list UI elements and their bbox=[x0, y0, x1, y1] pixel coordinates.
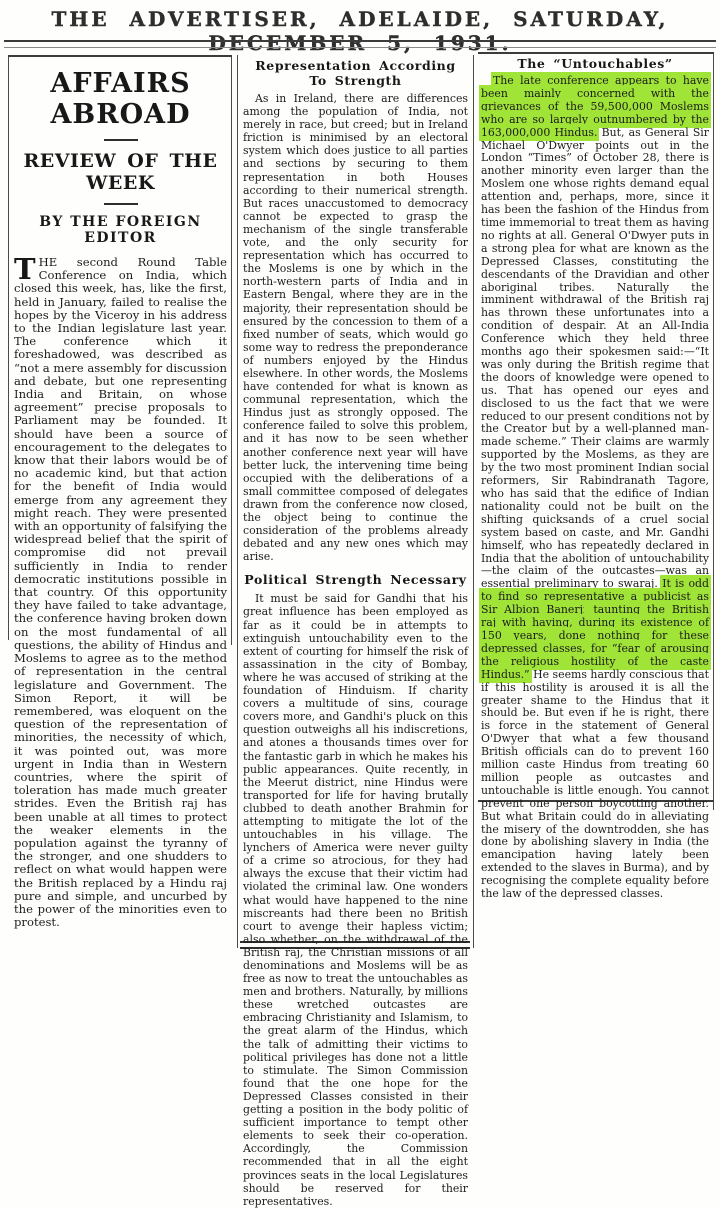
article-subheadline: REVIEW OF THE WEEK bbox=[23, 150, 218, 194]
headline-divider bbox=[104, 139, 138, 141]
column-divider-2-3 bbox=[473, 55, 474, 948]
highlighted-passage-2-end: taunting the British raj with having, during its existence of 150 years, done nothing for these depressed classes, for “fear of arousing the religious hostility of the caste Hindus.” bbox=[481, 603, 709, 681]
column3-right-rule bbox=[713, 53, 714, 810]
highlighted-underlined-name: Albion Banerji bbox=[504, 603, 587, 617]
column1-top-rule bbox=[8, 55, 232, 57]
drop-cap: T bbox=[14, 252, 36, 286]
column-divider-1-2 bbox=[237, 55, 238, 948]
column-1 bbox=[14, 60, 227, 929]
column2-paragraph-1: As in Ireland, there are differences among the population of India, not merely in race, but creed; but in Ireland friction is minimised by an electoral system which does justice to all parties and sections by securing to them representation in both Houses according to their numerical strength. But races unaccustomed to democracy cannot be expected to grasp the mechanism of the single transferable vote, and the only security for representation which has occurred to the Moslems is one by which in the north-western parts of India and in Eastern Bengal, where they are in the majority, their representation should be ensured by the concession to them of a fixed number of seats, which would go some way to redress the preponderance of numbers enjoyed by the Hindus elsewhere. In other words, the Moslems have contended for what is known as communal representation, which the Hindus just as strongly opposed. The conference failed to solve this problem, and it has now to be seen whether another conference next year will have better luck, the intervening time being occupied with the deliberations of a small committee composed of delegates drawn from the conference now closed, the object being to continue the consideration of the problems already debated and any new ones which may arise. bbox=[243, 92, 468, 564]
column-2 bbox=[243, 58, 468, 1208]
article-byline: BY THE FOREIGN EDITOR bbox=[39, 214, 202, 246]
column1-body-text: HE second Round Table Conference on India, which closed this week, has, like the first, held in January, failed to realise the hopes by the Viceroy in his address to the Indian legislature last year. The conference which it foreshadowed, was described as “not a mere assembly for discussion and debate, but one representing India and Britain, on whose agreement” precise proposals to Parliament may be founded. It should have been a source of encouragement to the delegates to know that their labors would be of no academic kind, but that action for the benefit of India would emerge from any agreement they might reach. They were presented with an opportunity of falsifying the widespread belief that the spirit of compromise did not prevail sufficiently in India to render democratic institutions possible in that country. Of this opportunity they have failed to take advantage, the conference having broken down on the most fundamental of all questions, the ability of Hindus and Moslems to agree as to the method of representation in the central legislature and Government. The Simon Report, it will be remembered, was eloquent on the question of the representation of minorities, the necessity of which, it was pointed out, was more urgent in India than in Western countries, where the spirit of toleration has made much greater strides. Even the British raj has been unable at all times to protect the weaker elements in the population against the tyranny of the stronger, and one shudders to reflect on what would happen were the British replaced by a Hindu raj pure and simple, and uncurbed by the power of the minorities even to protest. bbox=[14, 255, 227, 930]
section-heading-political-strength: Political Strength Necessary bbox=[244, 572, 467, 588]
column2-paragraph-2: It must be said for Gandhi that his great influence has been employed as far as it could be in attempts to extinguish untouchability even to the extent of courting for himself the risk of assassination in the city of Bombay, where he was accused of striking at the foundation of Hinduism. If charity covers a multitude of sins, courage covers more, and Gandhi's pluck on this question outweighs all his indiscretions, and atones a thousands times over for the fantastic garb in which he makes his public appearances. Quite recently, in the Meerut district, nine Hindus were transported for life for having brutally clubbed to death another Brahmin for attempting to mitigate the lot of the untouchables in his village. The lynchers of America were never guilty of a crime so atrocious, for they had always the excuse that their victim had violated the criminal law. One wonders what would have happened to the nine miscreants had there been no British court to avenge their hapless victim; also whether, on the withdrawal of the British raj, the Christian missions of all denominations and Moslems will be as free as now to treat the untouchables as men and brothers. Naturally, by millions these wretched outcastes are embracing Christianity and Islamism, to the great alarm of the Hindus, which the talk of admitting their victims to political privileges has done not a little to stimulate. The Simon Commission found that the one hope for the Depressed Classes consisted in their getting a position in the body politic of sufficient importance to tempt other elements to seek their co-operation. Accordingly, the Commission recommended that in all the eight provinces seats in the local Legislatures should be reserved for their representatives. bbox=[243, 592, 468, 1208]
section-heading-untouchables: The “Untouchables” bbox=[517, 56, 673, 71]
column1-paragraph bbox=[14, 252, 227, 930]
article-headline: AFFAIRS ABROAD bbox=[50, 68, 191, 130]
newspaper-masthead: THE ADVERTISER, ADELAIDE, SATURDAY, DECEMBER 5, 1931. bbox=[51, 7, 669, 55]
column1-right-rule bbox=[231, 55, 232, 645]
column3-text-1: But, as General Sir Michael O'Dwyer points out in the London “Times” of October 28, there is another minority even larger than the Moslem one whose rights demand equal attention and, perhaps, more, since it has been the fashion of the Hindus from time immemorial to treat them as having no rights at all. General O'Dwyer puts in a strong plea for what are known as the Depressed Classes, constituting the descendants of the Dravidian and other aboriginal tribes. Naturally the imminent withdrawal of the British raj has thrown these unfortunates into a condition of despair. At an All-India Conference which they held three months ago their spokesmen said:—“It was only during the British regime that the doors of knowledge were opened to us. That has opened our eyes and disclosed to us the fact that we were reduced to our present conditions not by the Creator but by a well-planned man-made scheme.” Their claims are warmly supported by the Moslems, as they are by the two most prominent Indian social reformers, Sir Rabindranath Tagore, who has said that the edifice of Indian nationality could not be built on the shifting quicksands of a cruel social system based on caste, and Mr. Gandhi himself, who has repeatedly declared in India that the abolition of untouchability—the claim of the outcastes—was an essential preliminary to swaraj. bbox=[481, 125, 709, 591]
highlighted-passage-2-start: It is odd to find so representative a publicist as Sir bbox=[481, 577, 709, 617]
column1-left-rule bbox=[8, 55, 9, 640]
column3-paragraph bbox=[481, 75, 709, 901]
highlighted-passage-1: The late conference appears to have been mainly concerned with the grievances of the 59,500,000 Moslems who are so largely outnumbered by the 163,000,000 Hindus. bbox=[481, 74, 709, 139]
column3-text-2: He seems hardly conscious that if this hostility is aroused it is all the greater shame to the Hindus that it should be. But even if he is right, there is force in the statement of General O'Dwyer that what a few thousand British officials can do to prevent 160 million caste Hindus from treating 60 million people as outcastes and untouchable is little enough. You cannot prevent one person boycotting another. But what Britain could do in alleviating the misery of the downtrodden, she has done by abolishing slavery in India (the emancipation having lately been extended to the slaves in Burma), and by recognising the complete equality before the law of the depressed classes. bbox=[481, 667, 709, 901]
section-heading-representation: Representation According To Strength bbox=[255, 58, 456, 88]
column3-top-rule bbox=[478, 52, 714, 54]
column-3 bbox=[481, 56, 709, 901]
masthead-rule bbox=[4, 40, 716, 48]
subheadline-divider bbox=[104, 203, 138, 205]
